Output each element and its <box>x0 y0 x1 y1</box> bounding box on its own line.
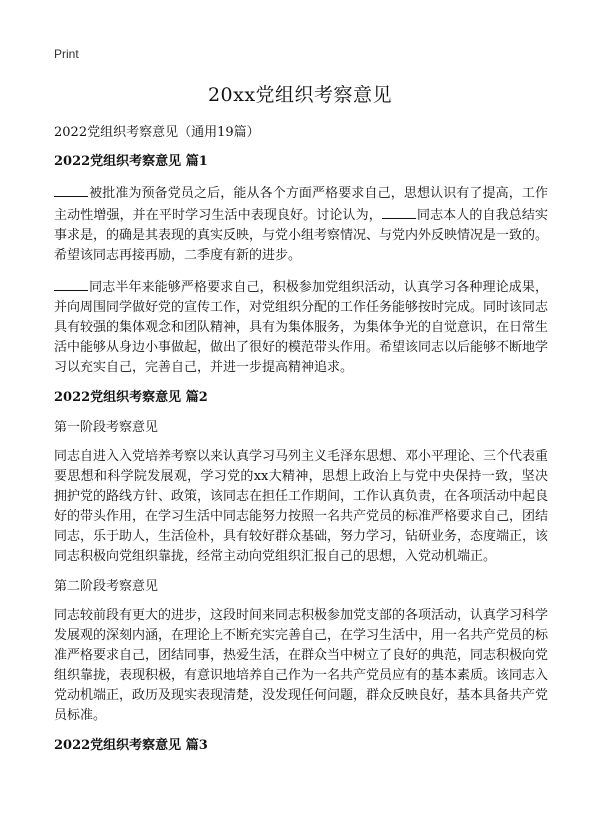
section-1-paragraph-1-part-b: 同志本人的自我总结实事求是，的确是其表现的真实反映，与党小组考察情况、与党内外反映情况是一致的。希望该同志再接再励，二季度有新的进步。 <box>54 208 549 263</box>
print-label[interactable]: Print <box>54 47 79 61</box>
section-heading-3: 2022党组织考察意见 篇3 <box>54 738 208 753</box>
stage-1-heading: 第一阶段考察意见 <box>54 420 159 435</box>
stage-2-heading: 第二阶段考察意见 <box>54 579 159 594</box>
stage-1-paragraph: 同志自进入入党培养考察以来认真学习马列主义毛泽东思想、邓小平理论、三个代表重要思想和科学院发展观，学习党的xx大精神，思想上政治上与党中央保持一致，坚决拥护党的路线方针、政策，该同志在担任工作期间，工作认真负责，在各项活动中起良好的带头作用，在学习生活中同志能努力按照一名共产党员的标准严格要求自己，团结同志，乐于助人，生活俭朴，具有较好群众基础，努力学习，钻研业务，态度端正，该同志积极向党组织靠拢，经常主动向党组织汇报自己的思想，入党动机端正。 <box>54 449 549 564</box>
section-heading-1: 2022党组织考察意见 篇1 <box>54 154 208 169</box>
fill-in-blank <box>382 204 416 219</box>
document-subtitle: 2022党组织考察意见（通用19篇） <box>54 125 260 140</box>
section-1-paragraph-1 <box>54 182 548 266</box>
section-1-paragraph-1-part-a: 被批准为预备党员之后，能从各个方面严格要求自己，思想认识有了提高，工作主动性增强，并在平时学习生活中表现良好。讨论认为， <box>54 186 548 223</box>
fill-in-blank <box>54 276 88 291</box>
stage-2-paragraph: 同志较前段有更大的进步，这段时间来同志积极参加党支部的各项活动，认真学习科学发展观的深刻内涵，在理论上不断充实完善自己，在学习生活中，用一名共产党员的标准严格要求自己，团结同事，热爱生活，在群众当中树立了良好的典范，同志积极向党组织靠拢，表现积极，有意识地培养自己作为一名共产党员应有的基本素质。该同志入党动机端正，政历及现实表现清楚，没发现任何问题，群众反映良好，基本具备共产党员标准。 <box>54 608 549 723</box>
section-heading-2: 2022党组织考察意见 篇2 <box>54 390 208 405</box>
fill-in-blank <box>54 182 88 197</box>
document-body <box>54 146 548 766</box>
section-1-paragraph-2-text: 同志半年来能够严格要求自己，积极参加党组织活动，认真学习各种理论成果，并向周围同学做好党的宣传工作，对党组织分配的工作任务能够按时完成。同时该同志具有较强的集体观念和团队精神，具有为集体服务，为集体争光的自觉意识，在日常生活中能够从身边小事做起，做出了很好的模范带头作用。希望该同志以后能够不断地学习以充实自己，完善自己，并进一步提高精神追求。 <box>54 280 549 375</box>
document-title: 20xx党组织考察意见 <box>207 84 393 106</box>
section-1-paragraph-2 <box>54 276 548 378</box>
